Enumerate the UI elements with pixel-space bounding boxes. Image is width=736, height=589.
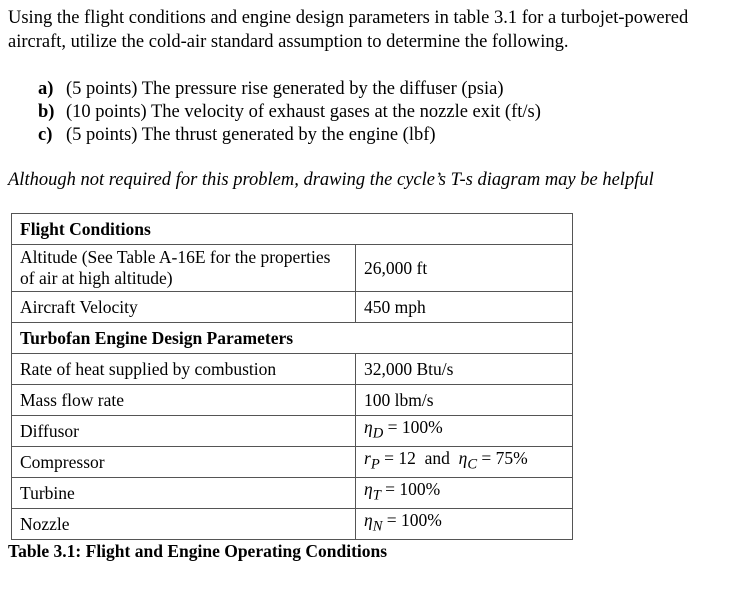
mass-flow-value: 100 lbm/s <box>356 385 573 416</box>
section-engine-parameters: Turbofan Engine Design Parameters <box>12 323 573 354</box>
compressor-and: and <box>424 448 450 469</box>
heat-rate-value: 32,000 Btu/s <box>356 354 573 385</box>
table-row <box>12 478 573 509</box>
eta-c-symbol: $\eta_C$ <box>458 448 478 473</box>
heat-rate-label: Rate of heat supplied by combustion <box>12 354 356 385</box>
table-row <box>12 416 573 447</box>
ts-diagram-note: Although not required for this problem, drawing the cycle’s T-s diagram may be helpful <box>8 170 654 190</box>
nozzle-label: Nozzle <box>12 509 356 540</box>
conditions-table <box>11 213 573 540</box>
turbine-efficiency <box>356 478 573 509</box>
table-row <box>12 385 573 416</box>
compressor-efficiency-value: = 75% <box>481 448 528 469</box>
eta-n-symbol: $\eta_N$ <box>364 510 383 535</box>
part-a-text: (5 points) The pressure rise generated by the diffuser (psia) <box>66 79 504 99</box>
part-a <box>38 78 541 101</box>
table-caption: Table 3.1: Flight and Engine Operating Conditions <box>8 541 388 561</box>
problem-intro: Using the flight conditions and engine design parameters in table 3.1 for a turbojet-powered aircraft, utilize the cold-air standard assumption to determine the following. <box>8 8 689 52</box>
part-b <box>38 101 541 124</box>
diffusor-efficiency <box>356 416 573 447</box>
table-row <box>12 245 573 292</box>
pressure-ratio-value: = 12 <box>384 448 416 469</box>
part-c-label: c) <box>38 125 53 145</box>
table-row <box>12 323 573 354</box>
turbine-efficiency-value: = 100% <box>385 479 441 500</box>
altitude-value: 26,000 ft <box>356 245 573 292</box>
section-flight-conditions: Flight Conditions <box>12 214 573 245</box>
eta-d-symbol: $\eta_D$ <box>364 417 384 442</box>
velocity-label: Aircraft Velocity <box>12 292 356 323</box>
table-row <box>12 354 573 385</box>
table-row <box>12 214 573 245</box>
part-b-label: b) <box>38 102 55 122</box>
eta-t-symbol: $\eta_T$ <box>364 479 381 504</box>
mass-flow-label: Mass flow rate <box>12 385 356 416</box>
rp-symbol: $r_P$ <box>364 448 380 473</box>
diffusor-label: Diffusor <box>12 416 356 447</box>
nozzle-efficiency <box>356 509 573 540</box>
table-row <box>12 447 573 478</box>
part-b-text: (10 points) The velocity of exhaust gases at the nozzle exit (ft/s) <box>66 102 541 122</box>
velocity-value: 450 mph <box>356 292 573 323</box>
table-row <box>12 509 573 540</box>
altitude-label: Altitude (See Table A-16E for the properties of air at high altitude) <box>12 245 356 292</box>
part-c-text: (5 points) The thrust generated by the engine (lbf) <box>66 125 436 145</box>
nozzle-efficiency-value: = 100% <box>386 510 442 531</box>
table-row <box>12 292 573 323</box>
part-c <box>38 124 541 147</box>
turbine-label: Turbine <box>12 478 356 509</box>
question-parts <box>38 78 541 147</box>
compressor-label: Compressor <box>12 447 356 478</box>
diffusor-efficiency-value: = 100% <box>387 417 443 438</box>
compressor-parameters <box>356 447 573 478</box>
part-a-label: a) <box>38 79 54 99</box>
